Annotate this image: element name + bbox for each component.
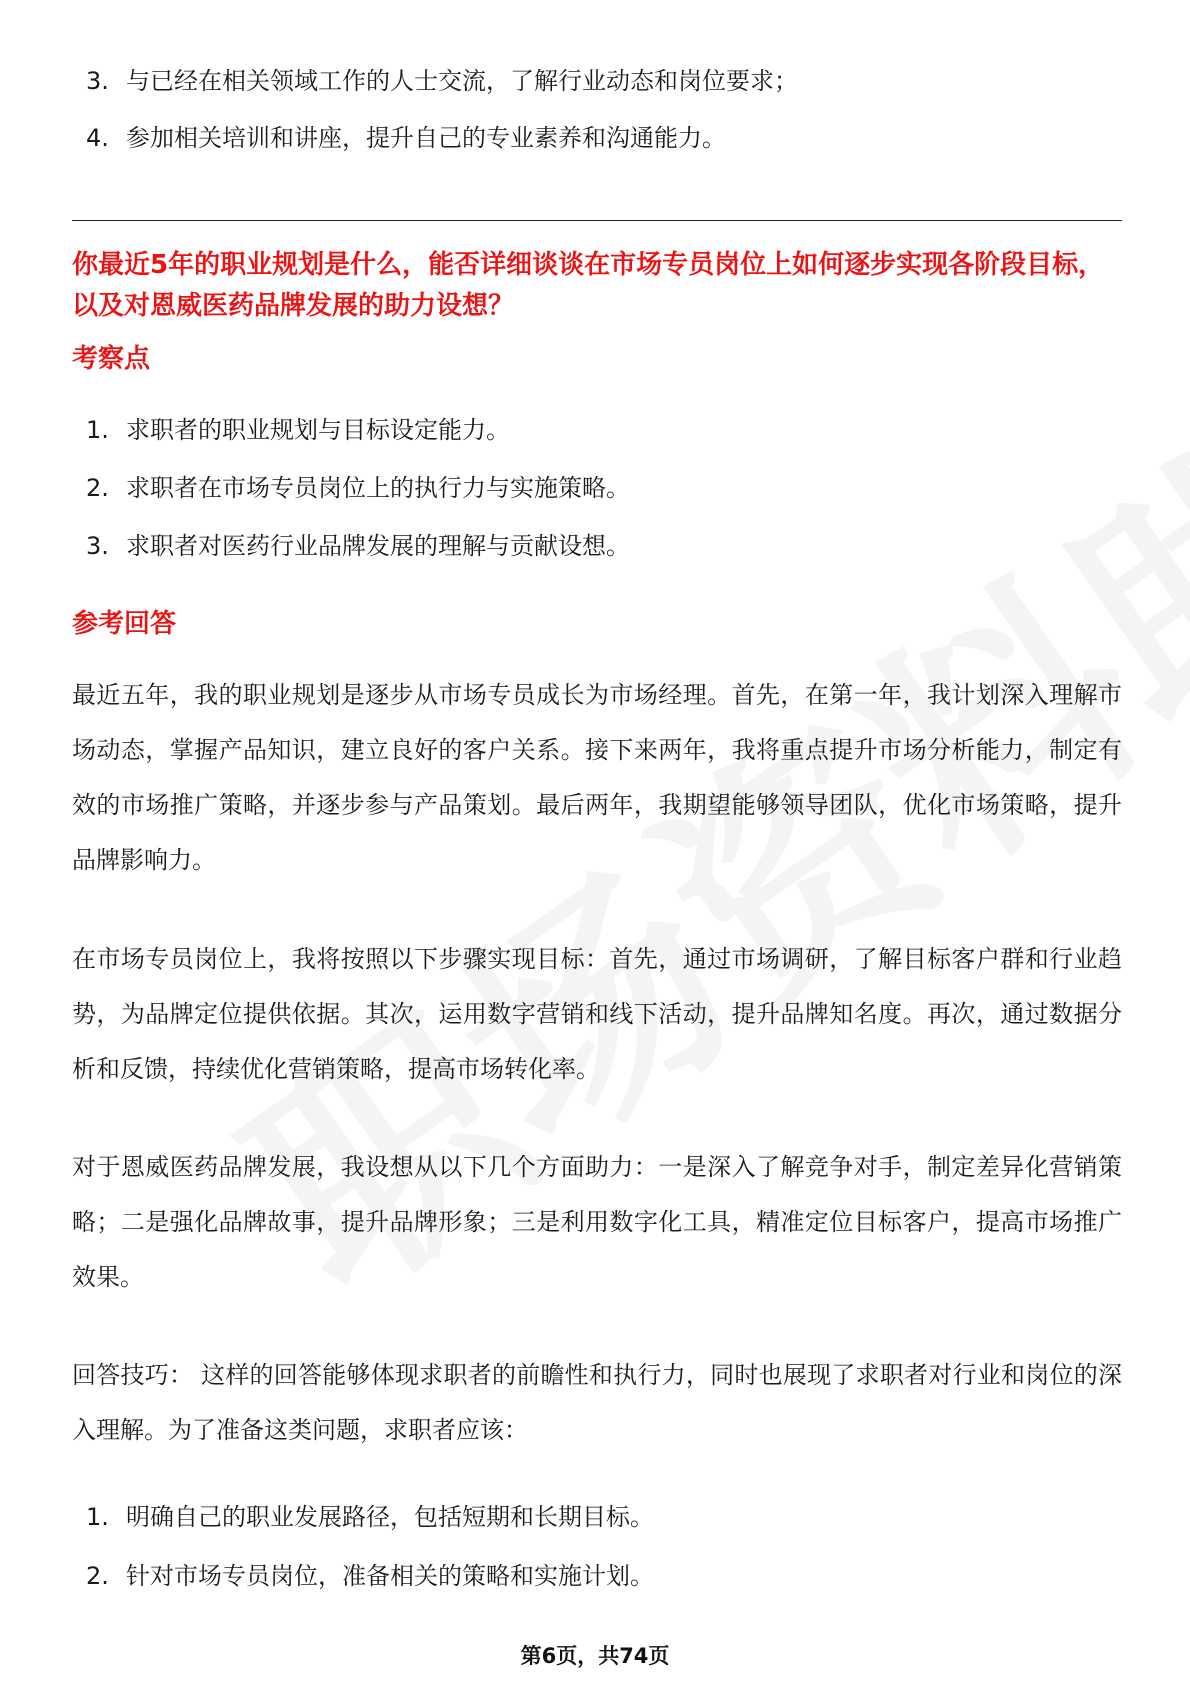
list-item: 2. 求职者在市场专员岗位上的执行力与实施策略。 — [86, 474, 630, 502]
list-item: 4. 参加相关培训和讲座，提升自己的专业素养和沟通能力。 — [86, 124, 726, 152]
list-item: 3. 与已经在相关领域工作的人士交流，了解行业动态和岗位要求； — [86, 67, 798, 95]
answer-paragraph: 对于恩威医药品牌发展，我设想从以下几个方面助力：一是深入了解竞争对手，制定差异化营销策略；二是强化品牌故事，提升品牌形象；三是利用数字化工具，精准定位目标客户，提高市场推广效果。 — [72, 1153, 1122, 1291]
list-item: 3. 求职者对医药行业品牌发展的理解与贡献设想。 — [86, 532, 630, 560]
page-footer: 第6页，共74页 — [520, 1644, 670, 1668]
answer-paragraph: 最近五年，我的职业规划是逐步从市场专员成长为市场经理。首先，在第一年，我计划深入理解市场动态，掌握产品知识，建立良好的客户关系。接下来两年，我将重点提升市场分析能力，制定有效的市场推广策略，并逐步参与产品策划。最后两年，我期望能够领导团队，优化市场策略，提升品牌影响力。 — [72, 681, 1122, 874]
tips-list — [72, 1500, 654, 1593]
question-heading: 你最近5年的职业规划是什么，能否详细谈谈在市场专员岗位上如何逐步实现各阶段目标，以及对恩威医药品牌发展的助力设想？ — [72, 250, 1105, 321]
section-title-answer: 参考回答 — [72, 609, 177, 639]
points-list — [72, 413, 630, 563]
tips-paragraph: 回答技巧： 这样的回答能够体现求职者的前瞻性和执行力，同时也展现了求职者对行业和岗位的深入理解。为了准备这类问题，求职者应该： — [72, 1361, 1122, 1444]
previous-list — [72, 64, 798, 155]
divider — [72, 220, 1122, 221]
list-item: 1. 明确自己的职业发展路径，包括短期和长期目标。 — [86, 1503, 654, 1531]
list-item: 2. 针对市场专员岗位，准备相关的策略和实施计划。 — [86, 1562, 654, 1590]
list-item: 1. 求职者的职业规划与目标设定能力。 — [86, 416, 510, 444]
section-title-points: 考察点 — [72, 344, 151, 374]
answer-paragraph: 在市场专员岗位上，我将按照以下步骤实现目标：首先，通过市场调研，了解目标客户群和行业趋势，为品牌定位提供依据。其次，运用数字营销和线下活动，提升品牌知名度。再次，通过数据分析和反馈，持续优化营销策略，提高市场转化率。 — [72, 945, 1122, 1083]
